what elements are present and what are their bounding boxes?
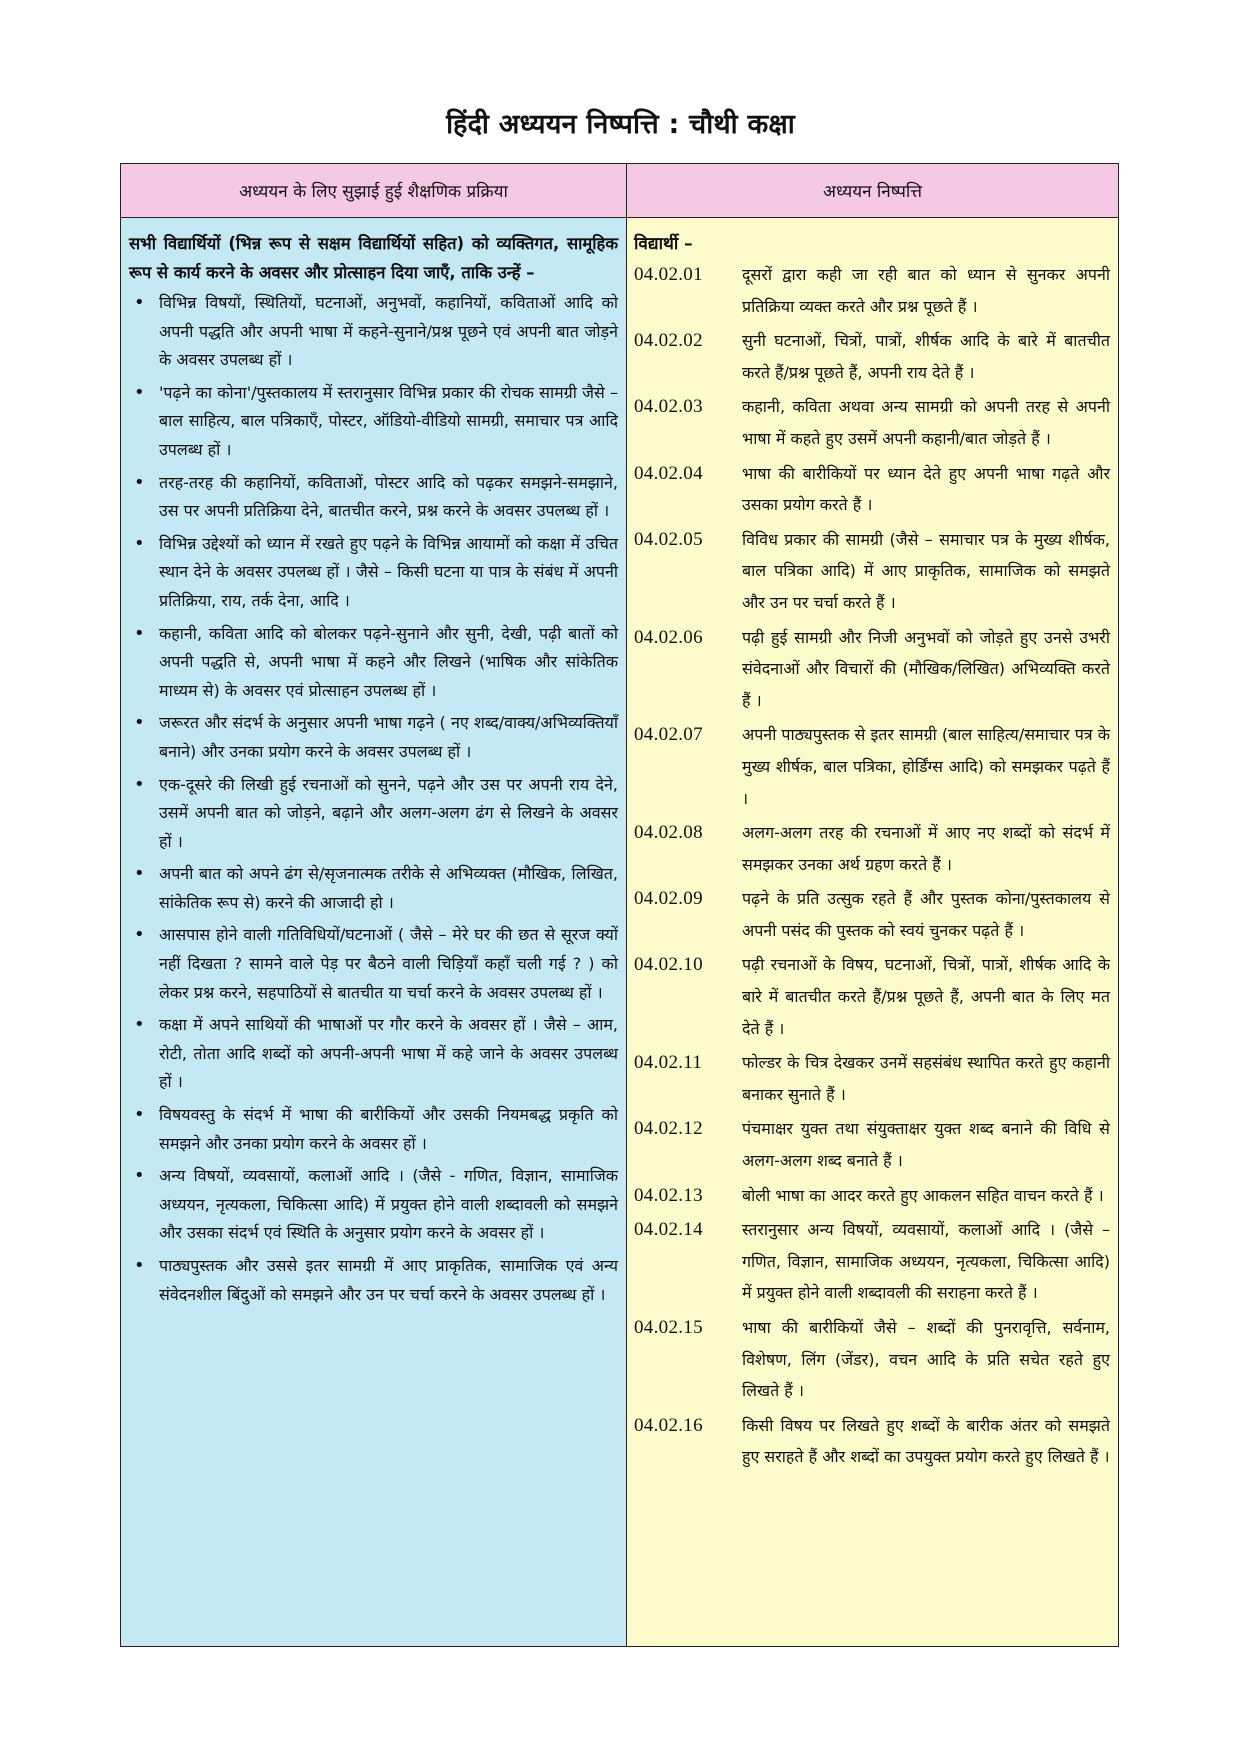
outcome-code: 04.02.10 bbox=[634, 954, 703, 976]
bullet-icon: • bbox=[134, 1014, 145, 1036]
bullet-icon: • bbox=[134, 1104, 145, 1126]
outcome-text: बोली भाषा का आदर करते हुए आकलन सहित वाचन करते हैं । bbox=[742, 1185, 1104, 1205]
outcome-code: 04.02.07 bbox=[634, 724, 703, 746]
bullet-icon: • bbox=[134, 1255, 145, 1276]
outcome-item bbox=[634, 1180, 1110, 1212]
outcome-text: सुनी घटनाओं, चित्रों, पात्रों, शीर्षक आदि के बारे में बातचीत करते हैं/प्रश्न पूछते हैं, अपनी राय देते हैं । bbox=[742, 331, 1110, 382]
outcome-code: 04.02.06 bbox=[634, 626, 703, 648]
outcome-item bbox=[634, 949, 1110, 1044]
outcome-text: किसी विषय पर लिखते हुए शब्दों के बारीक अंतर को समझते हुए सराहते हैं और शब्दों का उपयुक्त प्रयोग करते हुए लिखते हैं । bbox=[742, 1415, 1110, 1467]
pedagogy-intro: सभी विद्यार्थियों (भिन्न रूप से सक्षम विद्यार्थियों सहित) को व्यक्तिगत, सामूहिक रूप से कार्य करने के अवसर और प्रोत्साहन दिया जाएँ, ताकि उन्हें – bbox=[129, 234, 618, 282]
outcome-text: विविध प्रकार की सामग्री (जैसे – समाचार पत्र के मुख्य शीर्षक, बाल पत्रिका आदि) में आए प्राकृतिक, सामाजिक को समझते और उन पर चर्चा करते हैं । bbox=[742, 529, 1110, 612]
outcome-text: पढ़ी रचनाओं के विषय, घटनाओं, चित्रों, पात्रों, शीर्षक आदि के बारे में बातचीत करते हैं/प्रश्न पूछते हैं, अपनी बात के लिए मत देते हैं । bbox=[742, 955, 1110, 1038]
bullet-icon: • bbox=[134, 1165, 145, 1187]
pedagogy-item-text: अन्य विषयों, व्यवसायों, कलाओं आदि । (जैसे - गणित, विज्ञान, सामाजिक अध्ययन, नृत्यकला, चिकित्सा आदि) में प्रयुक्त होने वाली शब्दावली को समझने और उसका संदर्भ एवं स्थिति के अनुसार प्रयोग करने के अवसर हों । bbox=[159, 1166, 618, 1243]
pedagogy-item bbox=[129, 1101, 618, 1158]
page-title: हिंदी अध्ययन निष्पत्ति : चौथी कक्षा bbox=[446, 109, 795, 140]
outcome-item bbox=[634, 1214, 1110, 1309]
outcome-code: 04.02.16 bbox=[634, 1414, 703, 1436]
outcomes-header: अध्ययन निष्पत्ति bbox=[627, 164, 1118, 218]
outcome-text: फोल्डर के चित्र देखकर उनमें सहसंबंध स्थापित करते हुए कहानी बनाकर सुनाते हैं । bbox=[742, 1053, 1110, 1104]
pedagogy-item bbox=[129, 469, 618, 526]
outcome-text: पंचमाक्षर युक्त तथा संयुक्ताक्षर युक्त शब्द बनाने की विधि से अलग-अलग शब्द बनाते हैं । bbox=[742, 1119, 1110, 1171]
outcome-code: 04.02.11 bbox=[634, 1052, 703, 1074]
pedagogy-item-text: अपनी बात को अपने ढंग से/सृजनात्मक तरीके से अभिव्यक्त (मौखिक, लिखित, सांकेतिक रूप से) करने की आजादी हो । bbox=[159, 864, 618, 912]
outcome-code: 04.02.03 bbox=[634, 396, 703, 418]
pedagogy-body bbox=[129, 230, 618, 1313]
outcomes-list bbox=[634, 259, 1110, 1473]
outcome-item bbox=[634, 259, 1110, 322]
pedagogy-column bbox=[121, 164, 627, 1646]
outcome-item bbox=[634, 1113, 1110, 1176]
outcome-text: भाषा की बारीकियों पर ध्यान देते हुए अपनी भाषा गढ़ते और उसका प्रयोग करते हैं । bbox=[742, 463, 1110, 515]
bullet-icon: • bbox=[134, 292, 145, 313]
outcomes-body bbox=[634, 230, 1110, 1476]
outcome-item bbox=[634, 817, 1110, 880]
outcome-code: 04.02.02 bbox=[634, 330, 703, 352]
pedagogy-item-text: कक्षा में अपने साथियों की भाषाओं पर गौर करने के अवसर हों । जैसे – आम, रोटी, तोता आदि शब्दों को अपनी-अपनी भाषा में कहे जाने के अवसर उपलब्ध हों । bbox=[159, 1015, 618, 1092]
bullet-icon: • bbox=[134, 773, 145, 795]
outcome-code: 04.02.14 bbox=[634, 1219, 703, 1241]
outcome-code: 04.02.05 bbox=[634, 528, 703, 550]
outcome-text: भाषा की बारीकियों जैसे – शब्दों की पुनरावृत्ति, सर्वनाम, विशेषण, लिंग (जेंडर), वचन आदि के प्रति सचेत रहते हुए लिखते हैं । bbox=[742, 1318, 1110, 1401]
pedagogy-item bbox=[129, 1252, 618, 1309]
outcome-code: 04.02.04 bbox=[634, 462, 703, 484]
bullet-icon: • bbox=[134, 381, 145, 403]
bullet-icon: • bbox=[134, 622, 145, 644]
outcome-item bbox=[634, 719, 1110, 814]
pedagogy-item bbox=[129, 289, 618, 375]
outcome-code: 04.02.13 bbox=[634, 1184, 703, 1206]
pedagogy-item bbox=[129, 620, 618, 706]
outcome-item bbox=[634, 1047, 1110, 1110]
pedagogy-list bbox=[129, 289, 618, 1309]
outcome-item bbox=[634, 524, 1110, 619]
pedagogy-item bbox=[129, 860, 618, 917]
outcome-item bbox=[634, 883, 1110, 946]
pedagogy-item bbox=[129, 379, 618, 465]
outcome-code: 04.02.12 bbox=[634, 1118, 703, 1140]
pedagogy-item-text: 'पढ़ने का कोना'/पुस्तकालय में स्तरानुसार विभिन्न प्रकार की रोचक सामग्री जैसे – बाल साहित्य, बाल पत्रिकाएँ, पोस्टर, ऑडियो-वीडियो सामग्री, समाचार पत्र आदि उपलब्ध हों । bbox=[159, 382, 618, 459]
pedagogy-item-text: एक-दूसरे की लिखी हुई रचनाओं को सुनने, पढ़ने और उस पर अपनी राय देने, उसमें अपनी बात को जोड़ने, बढ़ाने और अलग-अलग ढंग से लिखने के अवसर हों । bbox=[159, 774, 618, 851]
outcome-item bbox=[634, 622, 1110, 717]
outcome-code: 04.02.01 bbox=[634, 264, 703, 285]
outcome-item bbox=[634, 1410, 1110, 1473]
bullet-icon: • bbox=[134, 471, 145, 493]
pedagogy-item bbox=[129, 1011, 618, 1097]
pedagogy-item bbox=[129, 530, 618, 616]
pedagogy-item-text: जरूरत और संदर्भ के अनुसार अपनी भाषा गढ़ने ( नए शब्द/वाक्य/अभिव्यक्तियाँ बनाने) और उनका प्रयोग करने के अवसर उपलब्ध हों । bbox=[159, 713, 618, 761]
outcome-code: 04.02.09 bbox=[634, 888, 703, 910]
pedagogy-item bbox=[129, 771, 618, 857]
bullet-icon: • bbox=[134, 532, 145, 554]
outcome-text: पढ़ी हुई सामग्री और निजी अनुभवों को जोड़ते हुए उनसे उभरी संवेदनाओं और विचारों की (मौखिक/लिखित) अभिव्यक्ति करते हैं । bbox=[742, 627, 1110, 710]
pedagogy-item-text: विभिन्न विषयों, स्थितियों, घटनाओं, अनुभवों, कहानियों, कविताओं आदि को अपनी पद्धति और अपनी भाषा में कहने-सुनाने/प्रश्न पूछने एवं अपनी बात जोड़ने के अवसर उपलब्ध हों । bbox=[159, 293, 618, 370]
bullet-icon: • bbox=[134, 712, 145, 734]
outcome-text: कहानी, कविता अथवा अन्य सामग्री को अपनी तरह से अपनी भाषा में कहते हुए उसमें अपनी कहानी/बात जोड़ते हैं । bbox=[742, 397, 1110, 448]
outcome-text: दूसरों द्वारा कही जा रही बात को ध्यान से सुनकर अपनी प्रतिक्रिया व्यक्त करते और प्रश्न पूछते हैं । bbox=[742, 265, 1110, 316]
outcome-text: अलग-अलग तरह की रचनाओं में आए नए शब्दों को संदर्भ में समझकर उनका अर्थ ग्रहण करते हैं । bbox=[742, 823, 1110, 874]
pedagogy-item bbox=[129, 709, 618, 766]
pedagogy-item bbox=[129, 921, 618, 1007]
outcome-item bbox=[634, 391, 1110, 454]
outcome-item bbox=[634, 1312, 1110, 1407]
pedagogy-item-text: विभिन्न उद्देश्यों को ध्यान में रखते हुए पढ़ने के विभिन्न आयामों को कक्षा में उचित स्थान देने के अवसर उपलब्ध हों । जैसे – किसी घटना या पात्र के संबंध में अपनी प्रतिक्रिया, राय, तर्क देना, आदि । bbox=[159, 533, 618, 610]
pedagogy-item-text: कहानी, कविता आदि को बोलकर पढ़ने-सुनाने और सुनी, देखी, पढ़ी बातों को अपनी पद्धति से, अपनी भाषा में कहने और लिखने (भाषिक और सांकेतिक माध्यम से) के अवसर एवं प्रोत्साहन उपलब्ध हों । bbox=[159, 623, 618, 700]
outcomes-column bbox=[627, 164, 1118, 1646]
outcome-text: अपनी पाठ्यपुस्तक से इतर सामग्री (बाल साहित्य/समाचार पत्र के मुख्य शीर्षक, बाल पत्रिका, होर्डिंग्स आदि) को समझकर पढ़ते हैं । bbox=[742, 725, 1110, 808]
outcome-text: पढ़ने के प्रति उत्सुक रहते हैं और पुस्तक कोना/पुस्तकालय से अपनी पसंद की पुस्तक को स्वयं चुनकर पढ़ते हैं । bbox=[742, 889, 1110, 940]
bullet-icon: • bbox=[134, 924, 145, 946]
bullet-icon: • bbox=[134, 863, 145, 885]
outcome-item bbox=[634, 325, 1110, 388]
outcome-code: 04.02.15 bbox=[634, 1317, 703, 1338]
pedagogy-item-text: पाठ्यपुस्तक और उससे इतर सामग्री में आए प्राकृतिक, सामाजिक एवं अन्य संवेदनशील बिंदुओं को समझने और उन पर चर्चा करने के अवसर उपलब्ध हों । bbox=[159, 1256, 618, 1304]
outcome-text: स्तरानुसार अन्य विषयों, व्यवसायों, कलाओं आदि । (जैसे – गणित, विज्ञान, सामाजिक अध्ययन, नृत्यकला, चिकित्सा आदि) में प्रयुक्त होने वाली शब्दावली की सराहना करते हैं । bbox=[742, 1220, 1110, 1303]
pedagogy-item bbox=[129, 1162, 618, 1248]
outcome-code: 04.02.08 bbox=[634, 822, 703, 844]
pedagogy-item-text: आसपास होने वाली गतिविधियों/घटनाओं ( जैसे – मेरे घर की छत से सूरज क्यों नहीं दिखता ? सामने वाले पेड़ पर बैठने वाली चिड़ियाँ कहाँ चली गई ? ) को लेकर प्रश्न करने, सहपाठियों से बातचीत या चर्चा करने के अवसर उपलब्ध हों । bbox=[159, 925, 618, 1002]
pedagogy-item-text: तरह-तरह की कहानियों, कविताओं, पोस्टर आदि को पढ़कर समझने-समझाने, उस पर अपनी प्रतिक्रिया देने, बातचीत करने, प्रश्न करने के अवसर उपलब्ध हों । bbox=[159, 472, 618, 521]
pedagogy-item-text: विषयवस्तु के संदर्भ में भाषा की बारीकियों और उसकी नियमबद्ध प्रकृति को समझने और उनका प्रयोग करने के अवसर हों । bbox=[159, 1105, 618, 1153]
pedagogy-header: अध्ययन के लिए सुझाई हुई शैक्षणिक प्रक्रिया bbox=[121, 164, 626, 218]
outcomes-table bbox=[120, 163, 1119, 1647]
outcome-item bbox=[634, 458, 1110, 521]
student-label: विद्यार्थी – bbox=[634, 234, 693, 254]
